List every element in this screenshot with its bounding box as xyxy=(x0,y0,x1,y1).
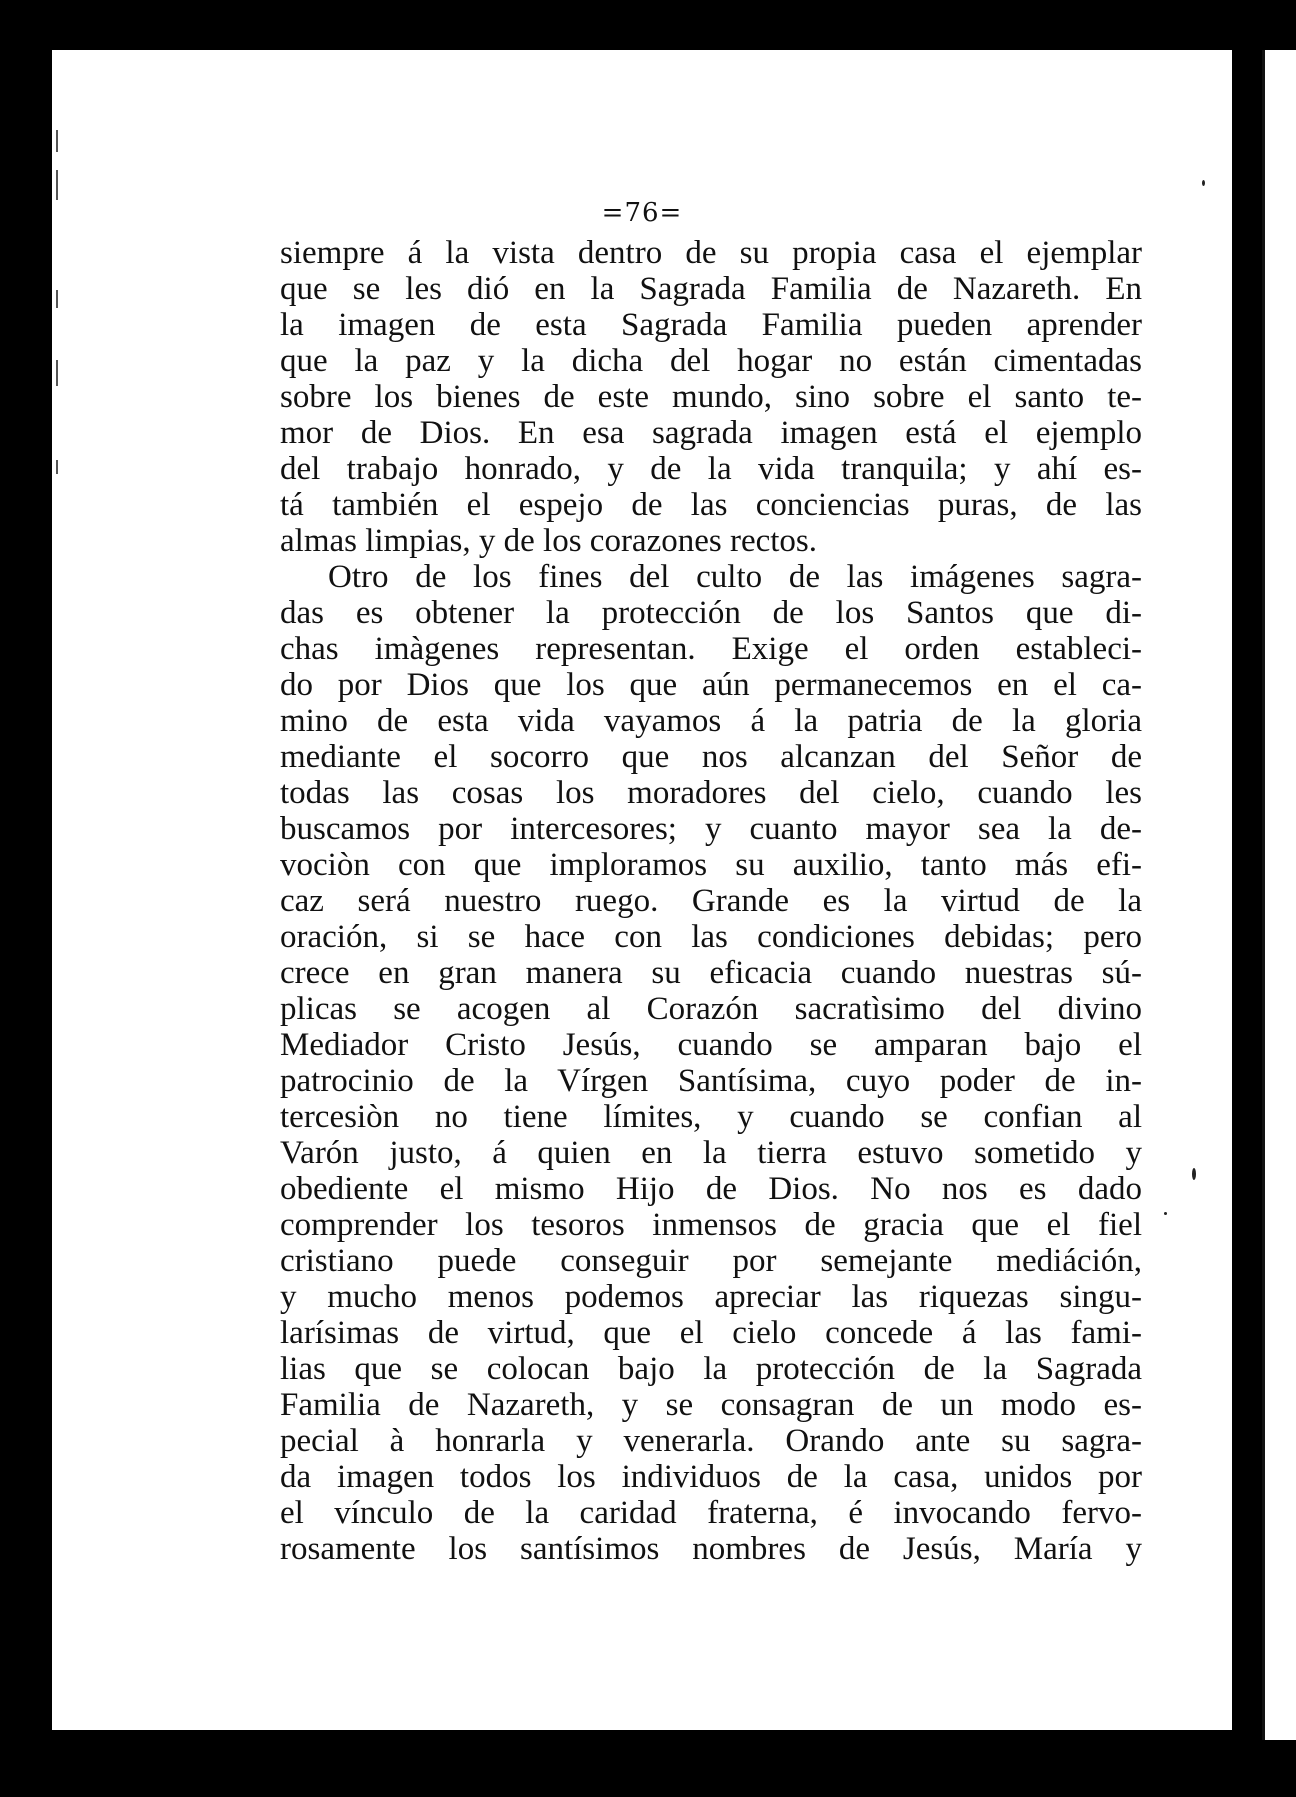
text-line: el vínculo de la caridad fraterna, é invocando fervo- xyxy=(280,1495,1142,1531)
text-line: mediante el socorro que nos alcanzan del Señor de xyxy=(280,739,1142,775)
text-line: das es obtener la protección de los Santos que di- xyxy=(280,595,1142,631)
page-number: =76= xyxy=(601,198,683,228)
text-line: da imagen todos los individuos de la casa, unidos por xyxy=(280,1459,1142,1495)
text-line: todas las cosas los moradores del cielo, cuando les xyxy=(280,775,1142,811)
text-line: buscamos por intercesores; y cuanto mayor sea la de- xyxy=(280,811,1142,847)
text-line: rosamente los santísimos nombres de Jesús, María y xyxy=(280,1531,1142,1567)
text-line: vociòn con que imploramos su auxilio, tanto más efi- xyxy=(280,847,1142,883)
text-line: larísimas de virtud, que el cielo concede á las fami- xyxy=(280,1315,1142,1351)
text-line: obediente el mismo Hijo de Dios. No nos es dado xyxy=(280,1171,1142,1207)
text-line: siempre á la vista dentro de su propia casa el ejemplar xyxy=(280,235,1142,271)
text-line: que se les dió en la Sagrada Familia de Nazareth. En xyxy=(280,271,1142,307)
text-line: del trabajo honrado, y de la vida tranquila; y ahí es- xyxy=(280,451,1142,487)
ink-speck xyxy=(1202,180,1205,186)
text-line: crece en gran manera su eficacia cuando nuestras sú- xyxy=(280,955,1142,991)
ink-speck xyxy=(1164,1212,1167,1215)
text-line: caz será nuestro ruego. Grande es la virtud de la xyxy=(280,883,1142,919)
ink-speck xyxy=(1192,1168,1196,1180)
paragraph-1 xyxy=(280,235,1142,559)
adjacent-page-edge xyxy=(1232,40,1296,1740)
text-line: do por Dios que los que aún permanecemos en el ca- xyxy=(280,667,1142,703)
text-line: Varón justo, á quien en la tierra estuvo sometido y xyxy=(280,1135,1142,1171)
text-line: almas limpias, y de los corazones rectos. xyxy=(280,523,818,559)
text-line: chas imàgenes representan. Exige el orden estableci- xyxy=(280,631,1142,667)
text-line: oración, si se hace con las condiciones debidas; pero xyxy=(280,919,1142,955)
text-line: comprender los tesoros inmensos de gracia que el fiel xyxy=(280,1207,1142,1243)
text-line: y mucho menos podemos apreciar las riquezas singu- xyxy=(280,1279,1142,1315)
text-line: cristiano puede conseguir por semejante mediáción, xyxy=(280,1243,1142,1279)
text-line: lias que se colocan bajo la protección de la Sagrada xyxy=(280,1351,1142,1387)
text-line: que la paz y la dicha del hogar no están cimentadas xyxy=(280,343,1142,379)
text-line: tercesiòn no tiene límites, y cuando se confian al xyxy=(280,1099,1142,1135)
text-line: Mediador Cristo Jesús, cuando se amparan bajo el xyxy=(280,1027,1142,1063)
book-page xyxy=(52,50,1232,1730)
text-line: patrocinio de la Vírgen Santísima, cuyo poder de in- xyxy=(280,1063,1142,1099)
text-line: Otro de los fines del culto de las imágenes sagra- xyxy=(328,559,1142,595)
text-line: mor de Dios. En esa sagrada imagen está el ejemplo xyxy=(280,415,1142,451)
text-line: Familia de Nazareth, y se consagran de un modo es- xyxy=(280,1387,1142,1423)
text-line: plicas se acogen al Corazón sacratìsimo del divino xyxy=(280,991,1142,1027)
text-line: sobre los bienes de este mundo, sino sobre el santo te- xyxy=(280,379,1142,415)
text-line: la imagen de esta Sagrada Familia pueden aprender xyxy=(280,307,1142,343)
text-line: tá también el espejo de las conciencias puras, de las xyxy=(280,487,1142,523)
body-text xyxy=(280,235,1142,1567)
text-line: mino de esta vida vayamos á la patria de la gloria xyxy=(280,703,1142,739)
paragraph-2 xyxy=(280,559,1142,1567)
text-line: pecial à honrarla y venerarla. Orando ante su sagra- xyxy=(280,1423,1142,1459)
binding-margin-marks xyxy=(52,130,72,830)
